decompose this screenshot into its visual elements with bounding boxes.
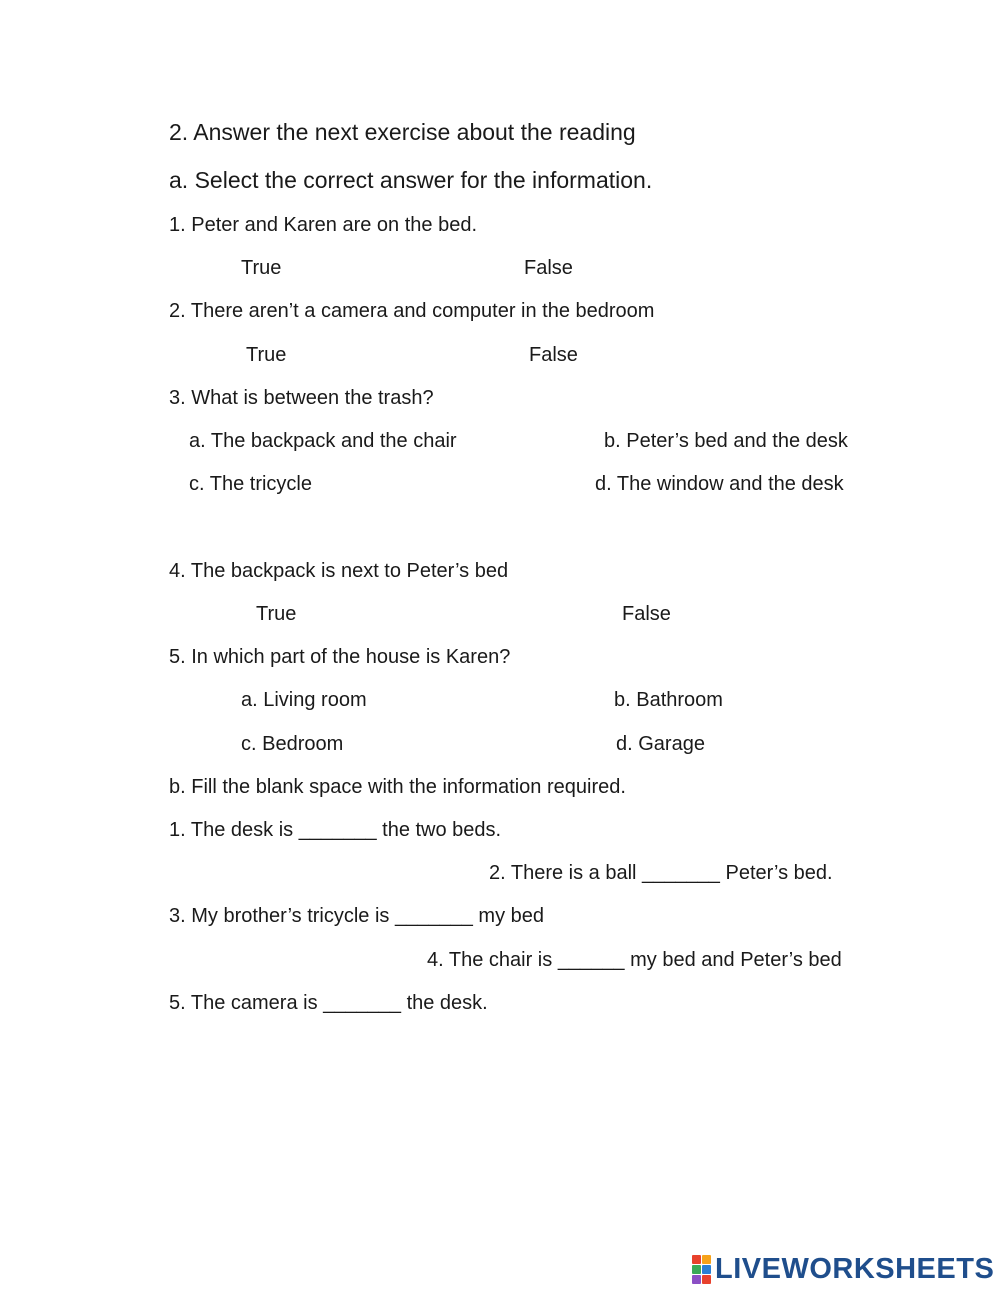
fill-blank-1[interactable]: _______ bbox=[298, 819, 377, 841]
question-3-option-d[interactable]: d. The window and the desk bbox=[595, 473, 844, 495]
logo-text: LIVEWORKSHEETS bbox=[715, 1252, 995, 1285]
fill-sentence-3 bbox=[169, 906, 544, 926]
question-1-option-true[interactable]: True bbox=[241, 257, 282, 279]
fill-sentence-4 bbox=[427, 950, 842, 970]
question-4-option-true[interactable]: True bbox=[256, 603, 297, 625]
question-5-option-a[interactable]: a. Living room bbox=[241, 689, 367, 711]
question-3-option-c[interactable]: c. The tricycle bbox=[189, 473, 312, 495]
fill-sentence-4-after: my bed and Peter’s bed bbox=[624, 949, 842, 971]
fill-sentence-2-before: 2. There is a ball bbox=[489, 862, 643, 884]
question-2-option-true[interactable]: True bbox=[246, 344, 287, 366]
question-5-option-c[interactable]: c. Bedroom bbox=[241, 733, 344, 755]
fill-blank-2[interactable]: _______ bbox=[642, 862, 720, 884]
question-3-text: 3. What is between the trash? bbox=[169, 387, 434, 409]
question-5-text: 5. In which part of the house is Karen? bbox=[169, 646, 511, 668]
fill-sentence-3-after: my bed bbox=[472, 905, 545, 927]
question-3-option-b[interactable]: b. Peter’s bed and the desk bbox=[604, 430, 848, 452]
logo-blocks-icon bbox=[692, 1255, 711, 1284]
fill-sentence-4-before: 4. The chair is bbox=[427, 949, 558, 971]
fill-blank-3[interactable]: _______ bbox=[395, 905, 473, 927]
liveworksheets-logo[interactable] bbox=[692, 1252, 995, 1285]
fill-blank-4[interactable]: ______ bbox=[557, 949, 625, 971]
fill-sentence-5 bbox=[169, 993, 488, 1013]
section-title: 2. Answer the next exercise about the reading bbox=[169, 119, 636, 145]
question-5-option-b[interactable]: b. Bathroom bbox=[614, 689, 723, 711]
fill-blank-5[interactable]: _______ bbox=[323, 992, 402, 1014]
part-b-title: b. Fill the blank space with the information required. bbox=[169, 776, 626, 798]
question-1-option-false[interactable]: False bbox=[524, 257, 573, 279]
question-3-option-a[interactable]: a. The backpack and the chair bbox=[189, 430, 457, 452]
fill-sentence-3-before: 3. My brother’s tricycle is bbox=[169, 905, 395, 927]
fill-sentence-1-before: 1. The desk is bbox=[169, 819, 299, 841]
fill-sentence-1 bbox=[169, 820, 501, 840]
fill-sentence-2-after: Peter’s bed. bbox=[719, 862, 833, 884]
question-5-option-d[interactable]: d. Garage bbox=[616, 733, 705, 755]
question-4-option-false[interactable]: False bbox=[622, 603, 671, 625]
fill-sentence-5-before: 5. The camera is bbox=[169, 992, 324, 1014]
part-a-title: a. Select the correct answer for the information. bbox=[169, 167, 653, 193]
question-1-text: 1. Peter and Karen are on the bed. bbox=[169, 214, 477, 236]
question-2-text: 2. There aren’t a camera and computer in the bedroom bbox=[169, 300, 655, 322]
question-2-option-false[interactable]: False bbox=[529, 344, 578, 366]
fill-sentence-5-after: the desk. bbox=[401, 992, 488, 1014]
fill-sentence-1-after: the two beds. bbox=[376, 819, 502, 841]
fill-sentence-2 bbox=[489, 863, 833, 883]
question-4-text: 4. The backpack is next to Peter’s bed bbox=[169, 560, 509, 582]
